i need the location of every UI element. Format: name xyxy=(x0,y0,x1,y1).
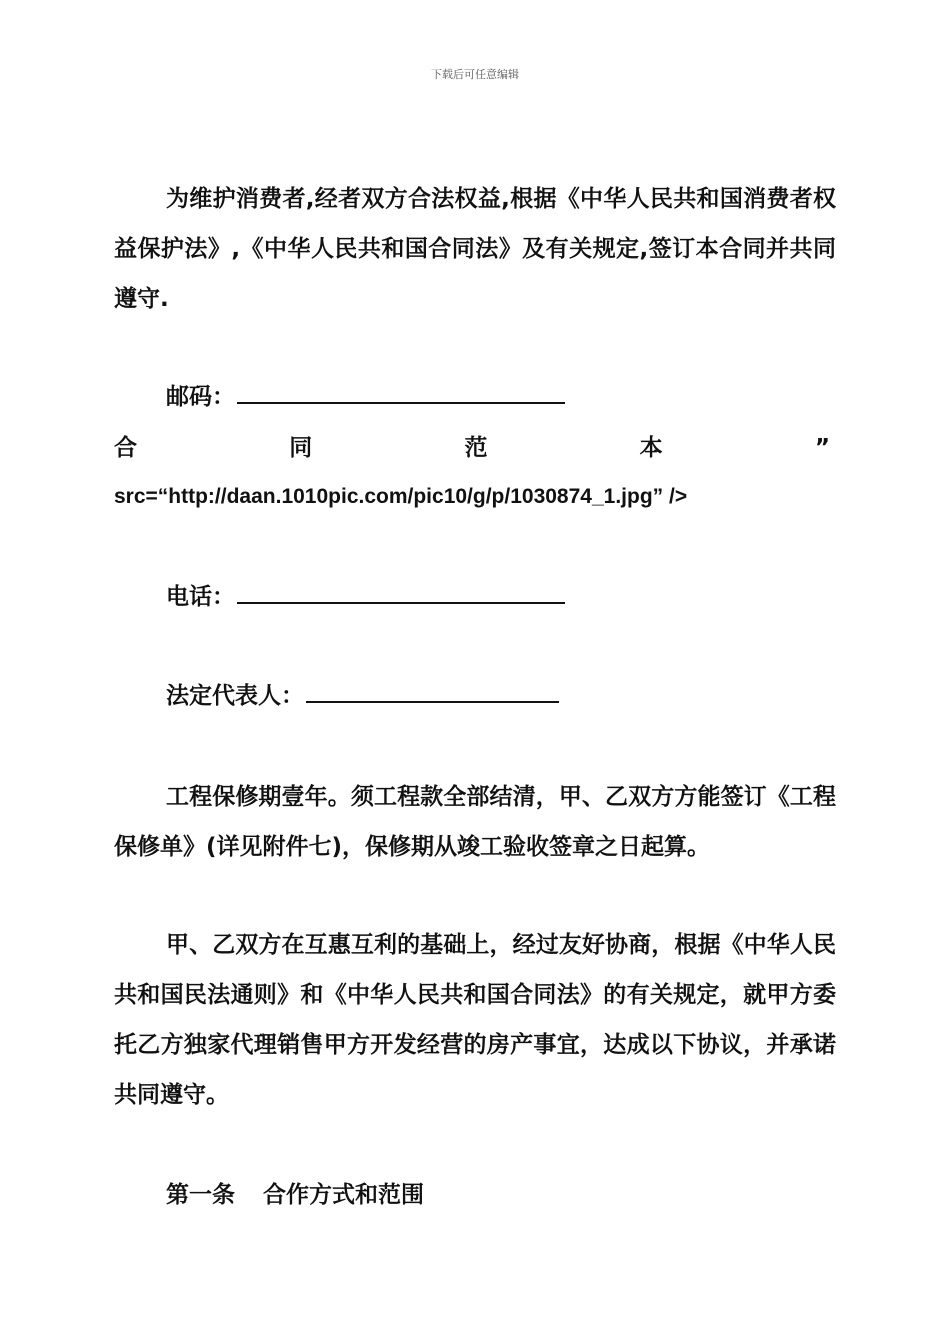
postcode-field xyxy=(166,372,565,422)
article-title: 合作方式和范围 xyxy=(263,1182,424,1208)
broken-image-char: 本 xyxy=(639,435,663,461)
legal-rep-field xyxy=(166,671,559,721)
postcode-label: 邮码： xyxy=(166,384,235,410)
phone-field xyxy=(166,572,565,622)
warranty-paragraph: 工程保修期壹年。须工程款全部结清，甲、乙双方方能签订《工程保修单》(详见附件七)，保修期从竣工验收签章之日起算。 xyxy=(114,784,836,860)
header-note: 下载后可任意编辑 xyxy=(431,68,519,81)
legal-rep-blank xyxy=(306,679,559,703)
postcode-blank xyxy=(237,380,565,404)
broken-image-char: 范 xyxy=(464,435,488,461)
agreement-paragraph: 甲、乙双方在互惠互利的基础上，经过友好协商，根据《中华人民共和国民法通则》和《中华人民共和国合同法》的有关规定，就甲方委托乙方独家代理销售甲方开发经营的房产事宜，达成以下协议，并承诺共同遵守。 xyxy=(114,932,836,1108)
broken-image-title xyxy=(114,423,830,473)
intro-paragraph: 为维护消费者,经者双方合法权益,根据《中华人民共和国消费者权益保护法》,《中华人民共和国合同法》及有关规定,签订本合同并共同遵守. xyxy=(114,186,836,312)
legal-rep-label: 法定代表人： xyxy=(166,683,304,709)
article-number: 第一条 xyxy=(166,1182,235,1208)
phone-label: 电话： xyxy=(166,584,235,610)
article-heading xyxy=(166,1170,424,1220)
phone-blank xyxy=(237,580,565,604)
broken-image-char: ” xyxy=(814,435,830,461)
broken-image-src: src=“http://daan.1010pic.com/pic10/g/p/1030874_1.jpg” /> xyxy=(114,485,688,508)
broken-image-char: 合 xyxy=(114,435,137,461)
broken-image-char: 同 xyxy=(289,435,313,461)
